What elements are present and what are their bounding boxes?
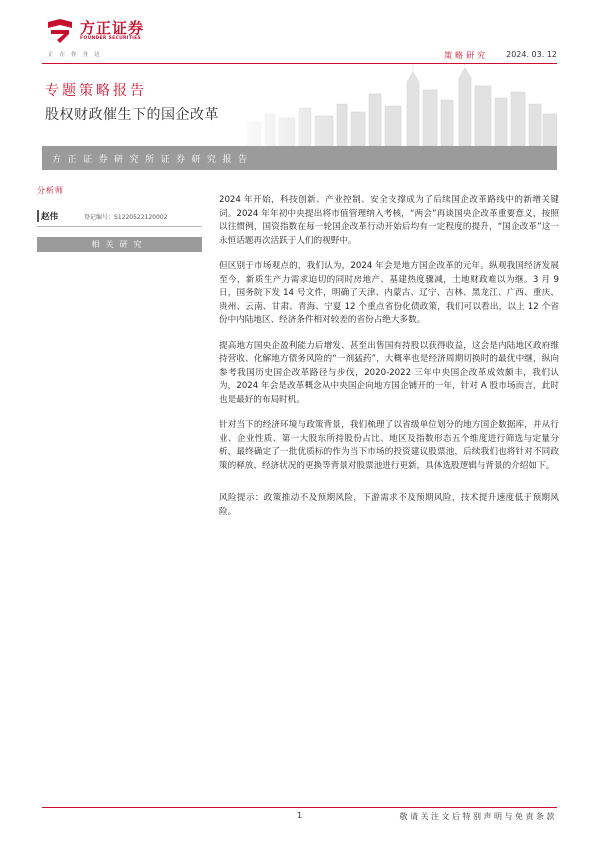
analyst-label: 分析师 xyxy=(37,186,64,195)
risk-warning: 风险提示：政策推动不及预期风险，下游需求不及预期风险，技术提升速度低于预期风险。 xyxy=(219,493,559,517)
report-date: 2024. 03. 12 xyxy=(506,50,557,59)
city-skyline-image xyxy=(227,64,557,146)
logo-name-en: FOUNDER SECURITIES xyxy=(80,36,142,41)
analyst-row xyxy=(37,210,202,227)
logo-name-cn: 方正证券 xyxy=(80,19,145,37)
header-meta xyxy=(444,50,557,61)
report-category: 专题策略报告 xyxy=(45,83,147,99)
report-type-label: 策略研究 xyxy=(444,51,489,60)
body-paragraph: 但区别于市场观点的，我们认为，2024 年会是地方国企改革的元年。纵观我国经济发展至今，新质生产力需求迫切的同时房地产、基建热度骤减，土地财政难以为继。3 月 9 日，国务院下发 14 号文件，明确了天津、内蒙古、辽宁、吉林、黑龙江、广西、重庆、贵州、云南、甘肃、青海、宁夏 12 个重点省份化债政策，我们可以看出，以上 12 个省份中内陆地区、经济条件相对较差的省份占绝大多数。 xyxy=(219,261,559,325)
report-body xyxy=(219,194,559,531)
company-logo xyxy=(46,18,144,44)
footer-divider xyxy=(42,807,557,808)
analyst-registration: 登记编号：S1220522120002 xyxy=(84,214,168,221)
body-paragraph: 2024 年开始，科技创新、产业控制、安全支撑成为了后续国企改革路线中的新增关键词。2024 年年初中央提出将市值管理纳入考核，“两会”再谈国央企改革重要意义，按照以往惯例，国资指数在每一轮国企改革行动开始后均有一定程度的提升，“国企改革”这一永恒话题再次活跃于人们的视野中。 xyxy=(219,195,559,246)
report-title: 股权财政催生下的国企改革 xyxy=(45,107,219,123)
body-paragraph: 提高地方国央企盈利能力后增发、甚至出售国有持股以获得收益，这会是内陆地区政府维持营收、化解地方债务风险的“一剂猛药”，大概率也是经济周期切换时的最优中继，纵向参考我国历史国企改革路径与步伐，2020-2022 三年中央国企改革成效颇丰，我们认为，2024 年会是改革概念从中央国企向地方国企铺开的一年，针对 A 股市场而言，此时也是最好的布局时机。 xyxy=(219,340,559,405)
body-paragraph: 针对当下的经济环境与政策背景，我们梳理了以省级单位划分的地方国企数据库，并从行业、企业性质、第一大股东所持股份占比、地区及指数形态五个维度进行筛选与定量分析，最终确定了一批优质标的作为当下市场的投资建议股票池，后续我们也将针对不同政策的释放、经济状况的更换等背景对股票池进行更新，具体选股逻辑与背景的介绍如下。 xyxy=(219,420,559,471)
founder-logo-icon xyxy=(46,18,74,44)
analyst-name: 赵伟 xyxy=(37,210,58,222)
institute-banner-text: 方正证券研究所证券研究报告 xyxy=(52,154,254,165)
analyst-sidebar xyxy=(37,185,202,252)
institute-banner xyxy=(42,146,557,170)
page-number: 1 xyxy=(297,811,303,820)
related-research-header: 相关研究 xyxy=(37,237,202,252)
disclaimer-note: 敬请关注文后特别声明与免责条款 xyxy=(399,812,557,821)
logo-slogan: 正在你身边 xyxy=(48,52,106,58)
